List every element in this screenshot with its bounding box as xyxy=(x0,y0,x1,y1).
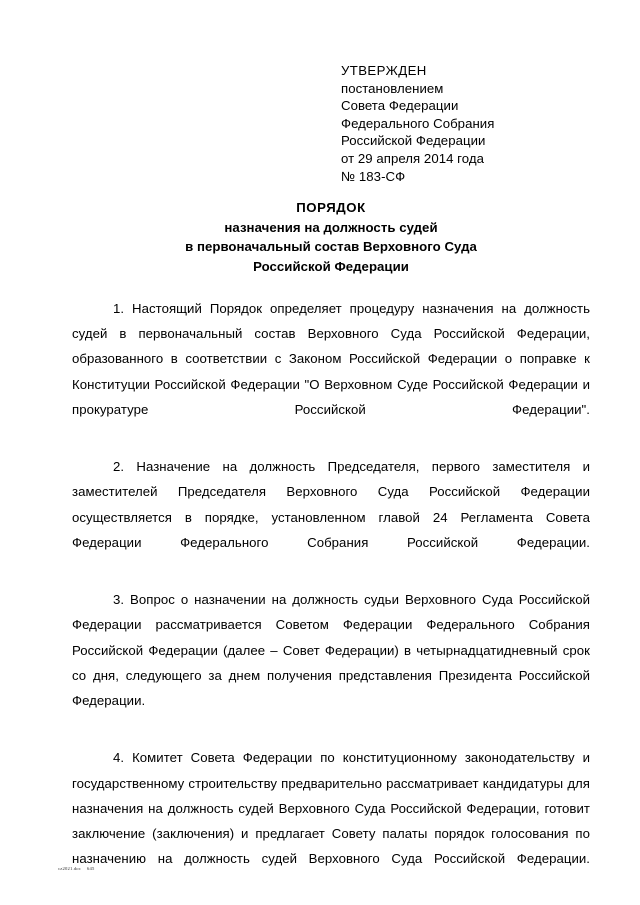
approval-line-3: Федерального Собрания xyxy=(341,115,495,131)
footer-file-name: cz2021.doc xyxy=(58,866,82,871)
approval-block xyxy=(341,62,591,185)
page-title xyxy=(72,198,590,276)
approval-heading: УТВЕРЖДЕН xyxy=(341,63,427,78)
paragraph-1: 1. Настоящий Порядок определяет процедуру назначения на должность судей в первоначальный состав Верховного Суда Российской Федерации, образованного в соответствии с Законом Российской Федерации о поправке к Конституции Российской Федерации "О Верховном Суде Российской Федерации и прокуратуре Российской Федерации". xyxy=(72,301,590,417)
paragraph-3: 3. Вопрос о назначении на должность судьи Верховного Суда Российской Федерации рассматривается Советом Федерации Федерального Собрания Российской Федерации (далее – Совет Федерации) в четырнадцатидневный срок со дня, следующего за днем получения представления Президента Российской Федерации. xyxy=(72,592,590,709)
approval-date: от 29 апреля 2014 года xyxy=(341,150,484,166)
approval-line-2: Совета Федерации xyxy=(341,98,459,114)
paragraph-2: 2. Назначение на должность Председателя, первого заместителя и заместителей Председателя Верховного Суда Российской Федерации осуществляется в порядке, установленном главой 24 Регламента Совета Федерации Федерального Собрания Российской Федерации. xyxy=(72,459,590,550)
title-main: ПОРЯДОК xyxy=(296,200,366,215)
approval-number: № 183-СФ xyxy=(341,168,406,184)
footer-stamp xyxy=(58,866,95,872)
approval-line-1: постановлением xyxy=(341,80,444,96)
approval-line-4: Российской Федерации xyxy=(341,133,486,149)
footer-page-number: 645 xyxy=(87,866,95,871)
title-line-3: в первоначальный состав Верховного Суда xyxy=(185,239,477,254)
title-line-2: назначения на должность судей xyxy=(224,219,438,235)
paragraph-4: 4. Комитет Совета Федерации по конституционному законодательству и государственному строительству предварительно рассматривает кандидатуры для назначения на должность судей Верховного Суда Российской Федерации, готовит заключение (заключения) и предлагает Совету палаты порядок голосования по назначению на должность судей Верховного Суда Российской Федерации. xyxy=(72,750,590,867)
document-body xyxy=(72,296,590,897)
title-line-4: Российской Федерации xyxy=(253,258,409,274)
